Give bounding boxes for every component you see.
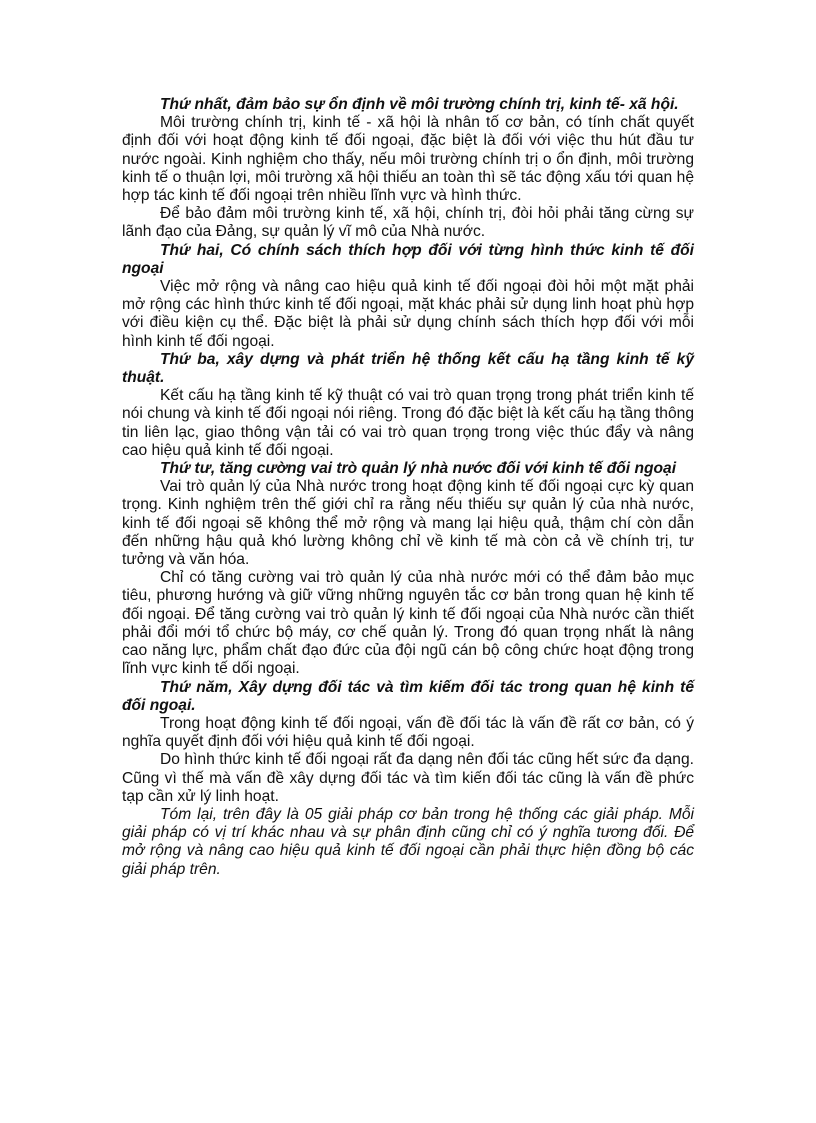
body-paragraph: Do hình thức kinh tế đối ngoại rất đa dạng nên đối tác cũng hết sức đa dạng. Cũng vì thế mà vấn đề xây dựng đối tác và tìm kiến đối tác cũng là vấn đề phức tạp cần xử lý linh hoạt.: [122, 751, 694, 805]
document-page: [122, 96, 694, 879]
body-paragraph: Để bảo đảm môi trường kinh tế, xã hội, chính trị, đòi hỏi phải tăng cừng sự lãnh đạo của Đảng, sự quản lý vĩ mô của Nhà nước.: [122, 205, 694, 241]
section-heading-4: Thứ tư, tăng cường vai trò quản lý nhà nước đối với kinh tế đối ngoại: [160, 460, 677, 478]
section-heading-3: Thứ ba, xây dựng và phát triển hệ thống kết cấu hạ tầng kinh tế kỹ thuật.: [122, 350, 694, 387]
body-paragraph: Chỉ có tăng cường vai trò quản lý của nhà nước mới có thể đảm bảo mục tiêu, phương hướng và giữ vững những nguyên tắc cơ bản trong quan hệ kinh tế đối ngoại. Để tăng cường vai trò quản lý kinh tế đối ngoại của Nhà nước cần thiết phải đổi mới tổ chức bộ máy, cơ chế quản lý. Trong đó quan trọng nhất là nâng cao năng lực, phẩm chất đạo đức của đội ngũ cán bộ công chức hoạt động trong lĩnh vực kinh tế dối ngoại.: [122, 569, 694, 678]
body-paragraph: Việc mở rộng và nâng cao hiệu quả kinh tế đối ngoại đòi hỏi một mặt phải mở rộng các hình thức kinh tế đối ngoại, mặt khác phải sử dụng linh hoạt phù hợp với điều kiện cụ thể. Đặc biệt là phải sử dụng chính sách thích hợp đối với mỗi hình kinh tế đối ngoại.: [122, 278, 694, 350]
body-paragraph: Kết cấu hạ tầng kinh tế kỹ thuật có vai trò quan trọng trong phát triển kinh tế nói chung và kinh tế đối ngoại nói riêng. Trong đó đặc biệt là kết cấu hạ tầng thông tin liên lạc, giao thông vận tải có vai trò quan trọng trong việc thúc đẩy và nâng cao hiệu quả kinh tế đối ngoại.: [122, 387, 694, 459]
section-heading-2: Thứ hai, Có chính sách thích hợp đối với từng hình thức kinh tế đối ngoại: [122, 241, 694, 277]
conclusion-paragraph: Tóm lại, trên đây là 05 giải pháp cơ bản trong hệ thống các giải pháp. Mỗi giải pháp có vị trí khác nhau và sự phân định cũng chỉ có ý nghĩa tương đối. Để mở rộng và nâng cao hiệu quả kinh tế đối ngoại cần phải thực hiện đồng bộ các giải pháp trên.: [122, 805, 694, 878]
section-heading-1: Thứ nhất, đảm bảo sự ổn định về môi trường chính trị, kinh tế- xã hội.: [160, 96, 679, 113]
body-paragraph: Vai trò quản lý của Nhà nước trong hoạt động kinh tế đối ngoại cực kỳ quan trọng. Kinh nghiệm trên thế giới chỉ ra rằng nếu thiếu sự quản lý của nhà nước, kinh tế đối ngoại sẽ không thể mở rộng và mang lại hiệu quả, thậm chí còn dẫn đến những hậu quả khó lường không chỉ về kinh tế mà còn cả về chính trị, tư tưởng và văn hóa.: [122, 478, 694, 569]
body-paragraph: Trong hoạt động kinh tế đối ngoại, vấn đề đối tác là vấn đề rất cơ bản, có ý nghĩa quyết định đối với hiệu quả kinh tế đối ngoại.: [122, 714, 694, 751]
body-paragraph: Môi trường chính trị, kinh tế - xã hội là nhân tố cơ bản, có tính chất quyết định đối với hoạt động kinh tế đối ngoại, đặc biệt là đối với việc thu hút đầu tư nước ngoài. Kinh nghiệm cho thấy, nếu môi trường chính trị o ổn định, môi trường kinh tế o thuận lợi, môi trường xã hội thiếu an toàn thì sẽ tác động xấu tới quan hệ hợp tác kinh tế đối ngoại trên nhiều lĩnh vực và hình thức.: [122, 114, 694, 205]
section-heading-5: Thứ năm, Xây dựng đối tác và tìm kiếm đối tác trong quan hệ kinh tế đối ngoại.: [122, 678, 694, 714]
